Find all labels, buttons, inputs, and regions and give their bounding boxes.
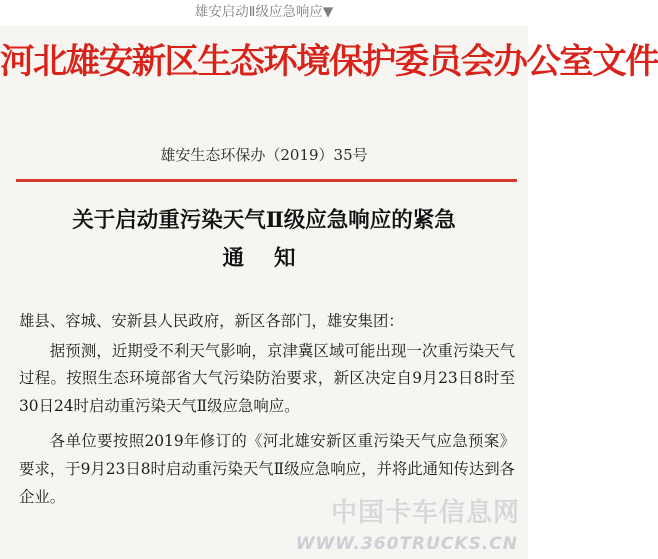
notice-title-line1: 关于启动重污染天气Ⅱ级应急响应的紧急 [72,208,456,233]
watermark-logo-text: 中国卡车信息网 [330,498,520,528]
notice-paragraph: 各单位要按照2019年修订的《河北雄安新区重污染天气应急预案》要求，于9月23日8时启动重污染天气Ⅱ级应急响应，并将此通知传达到各企业。 [19,432,515,506]
notice-salutation: 雄县、容城、安新县人民政府，新区各部门，雄安集团： [19,312,404,330]
notice-title-line2: 通知 [222,246,326,271]
notice-body [19,308,515,511]
image-caption: 雄安启动Ⅱ级应急响应▼ [194,4,334,20]
document-header-title: 河北雄安新区生态环境保护委员会办公室文件 [0,42,658,82]
document-number: 雄安生态环保办（2019）35号 [160,146,368,164]
red-divider [16,179,517,182]
watermark-url: WWW.360TRUCKS.CN [295,534,518,554]
notice-paragraph: 据预测，近期受不利天气影响，京津冀区域可能出现一次重污染天气过程。按照生态环境部省大气污染防治要求，新区决定自9月23日8时至30日24时启动重污染天气Ⅱ级应急响应。 [19,341,515,415]
